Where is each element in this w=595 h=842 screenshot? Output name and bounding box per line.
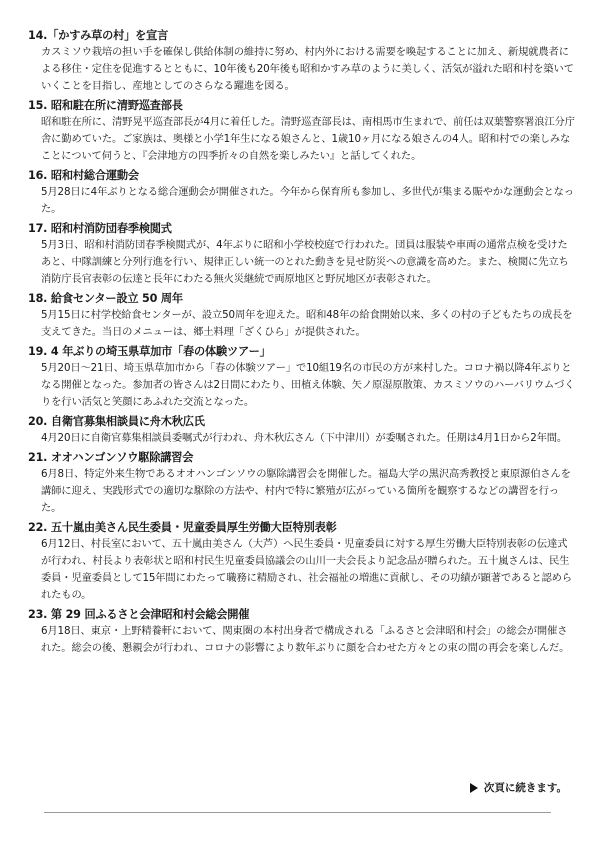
news-item-19 [28,343,576,411]
item-body: 昭和駐在所に、清野晃平巡査部長が4月に着任した。清野巡査部長は、南相馬市生まれで、前任は双葉警察署浪江分庁舎に勤めていた。ご家族は、奥様と小学1年生になる娘さんと、1歳10ヶ月になる娘さんの4人。昭和村での楽しみなことについて伺うと、『会津地方の四季折々の自然を楽しみたい』と話してくれた。 [41,116,575,162]
item-title: 14.「かすみ草の村」を宣言 [28,29,169,42]
news-item-17 [28,220,576,288]
footer-divider [44,812,551,813]
news-item-22 [28,519,576,604]
news-item-16 [28,167,576,218]
item-body: 5月15日に村学校給食センターが、設立50周年を迎えた。昭和48年の給食開始以来、多くの村の子どもたちの成長を支えてきた。当日のメニューは、郷土料理「ざくひら」が提供された。 [41,309,573,338]
news-item-20 [28,413,576,447]
news-item-18 [28,290,576,341]
item-title: 16. 昭和村総合運動会 [28,169,139,182]
item-body: 6月8日、特定外来生物であるオオハンゴンソウの駆除講習会を開催した。福島大学の黒沢高秀教授と東原源伯さんを講師に迎え、実践形式での適切な駆除の方法や、村内で特に繁殖が広がっている箇所を観察するなどの講習を行った。 [41,468,571,514]
right-triangle-icon [470,783,478,793]
item-body: カスミソウ栽培の担い手を確保し供給体制の維持に努め、村内外における需要を喚起することに加え、新規就農者による移住・定住を促進するとともに、10年後も20年後も昭和かすみ草のように美しく、活気が溢れた昭和村を築いていくことを目指し、産地としてのさらなる躍進を図る。 [41,46,574,92]
item-body: 6月12日、村長室において、五十嵐由美さん（大芦）へ民生委員・児童委員に対する厚生労働大臣特別表彰の伝達式が行われ、村長より表彰状と昭和村民生児童委員協議会の山川一夫会長より記念品が贈られた。五十嵐さんは、民生委員・児童委員として15年間にわたって職務に精励され、社会福祉の増進に貢献し、その功績が顕著であると認められたもの。 [41,538,572,601]
item-title: 22. 五十嵐由美さん民生委員・児童委員厚生労働大臣特別表彰 [28,521,337,534]
item-title: 20. 自衛官募集相談員に舟木秋広氏 [28,415,205,428]
item-title: 19. 4 年ぶりの埼玉県草加市「春の体験ツアー」 [28,345,271,358]
item-body: 5月20日～21日、埼玉県草加市から「春の体験ツアー」で10組19名の市民の方が来村した。コロナ禍以降4年ぶりとなる開催となった。参加者の皆さんは2日間にわたり、田植え体験、矢ノ原湿原散策、カスミソウのハーバリウムづくりを行い活気と笑顔にあふれた交流となった。 [41,362,575,408]
item-title: 17. 昭和村消防団春季検閲式 [28,222,172,235]
continue-note [470,780,567,795]
continue-label: 次頁に続きます。 [483,782,567,794]
news-item-15 [28,97,576,165]
news-item-14 [28,27,576,95]
item-title: 15. 昭和駐在所に清野巡査部長 [28,99,183,112]
item-title: 21. オオハンゴンソウ駆除講習会 [28,451,194,464]
news-items [28,27,576,659]
item-title: 23. 第 29 回ふるさと会津昭和村会総会開催 [28,608,250,621]
item-body: 6月18日、東京・上野精養軒において、関東圏の本村出身者で構成される「ふるさと会津昭和村会」の総会が開催された。総会の後、懇親会が行われ、コロナの影響により数年ぶりに顔を合わせた方々との束の間の再会を楽しんだ。 [41,625,570,654]
news-item-23 [28,606,576,657]
item-body: 4月20日に自衛官募集相談員委嘱式が行われ、舟木秋広さん（下中津川）が委嘱された。任期は4月1日から2年間。 [41,432,568,444]
news-item-21 [28,449,576,517]
item-body: 5月28日に4年ぶりとなる総合運動会が開催された。今年から保育所も参加し、多世代が集まる賑やかな運動会となった。 [41,186,574,215]
item-title: 18. 給食センター設立 50 周年 [28,292,183,305]
item-body: 5月3日、昭和村消防団春季検閲式が、4年ぶりに昭和小学校校庭で行われた。団員は服装や車両の通常点検を受けたあと、中隊訓練と分列行進を行い、規律正しい統一のとれた動きを見せ防災への意識を高めた。また、検閲に先立ち消防庁長官表彰の伝達と長年にわたる無火災継続で両原地区と野尻地区が表彰された。 [41,239,569,285]
